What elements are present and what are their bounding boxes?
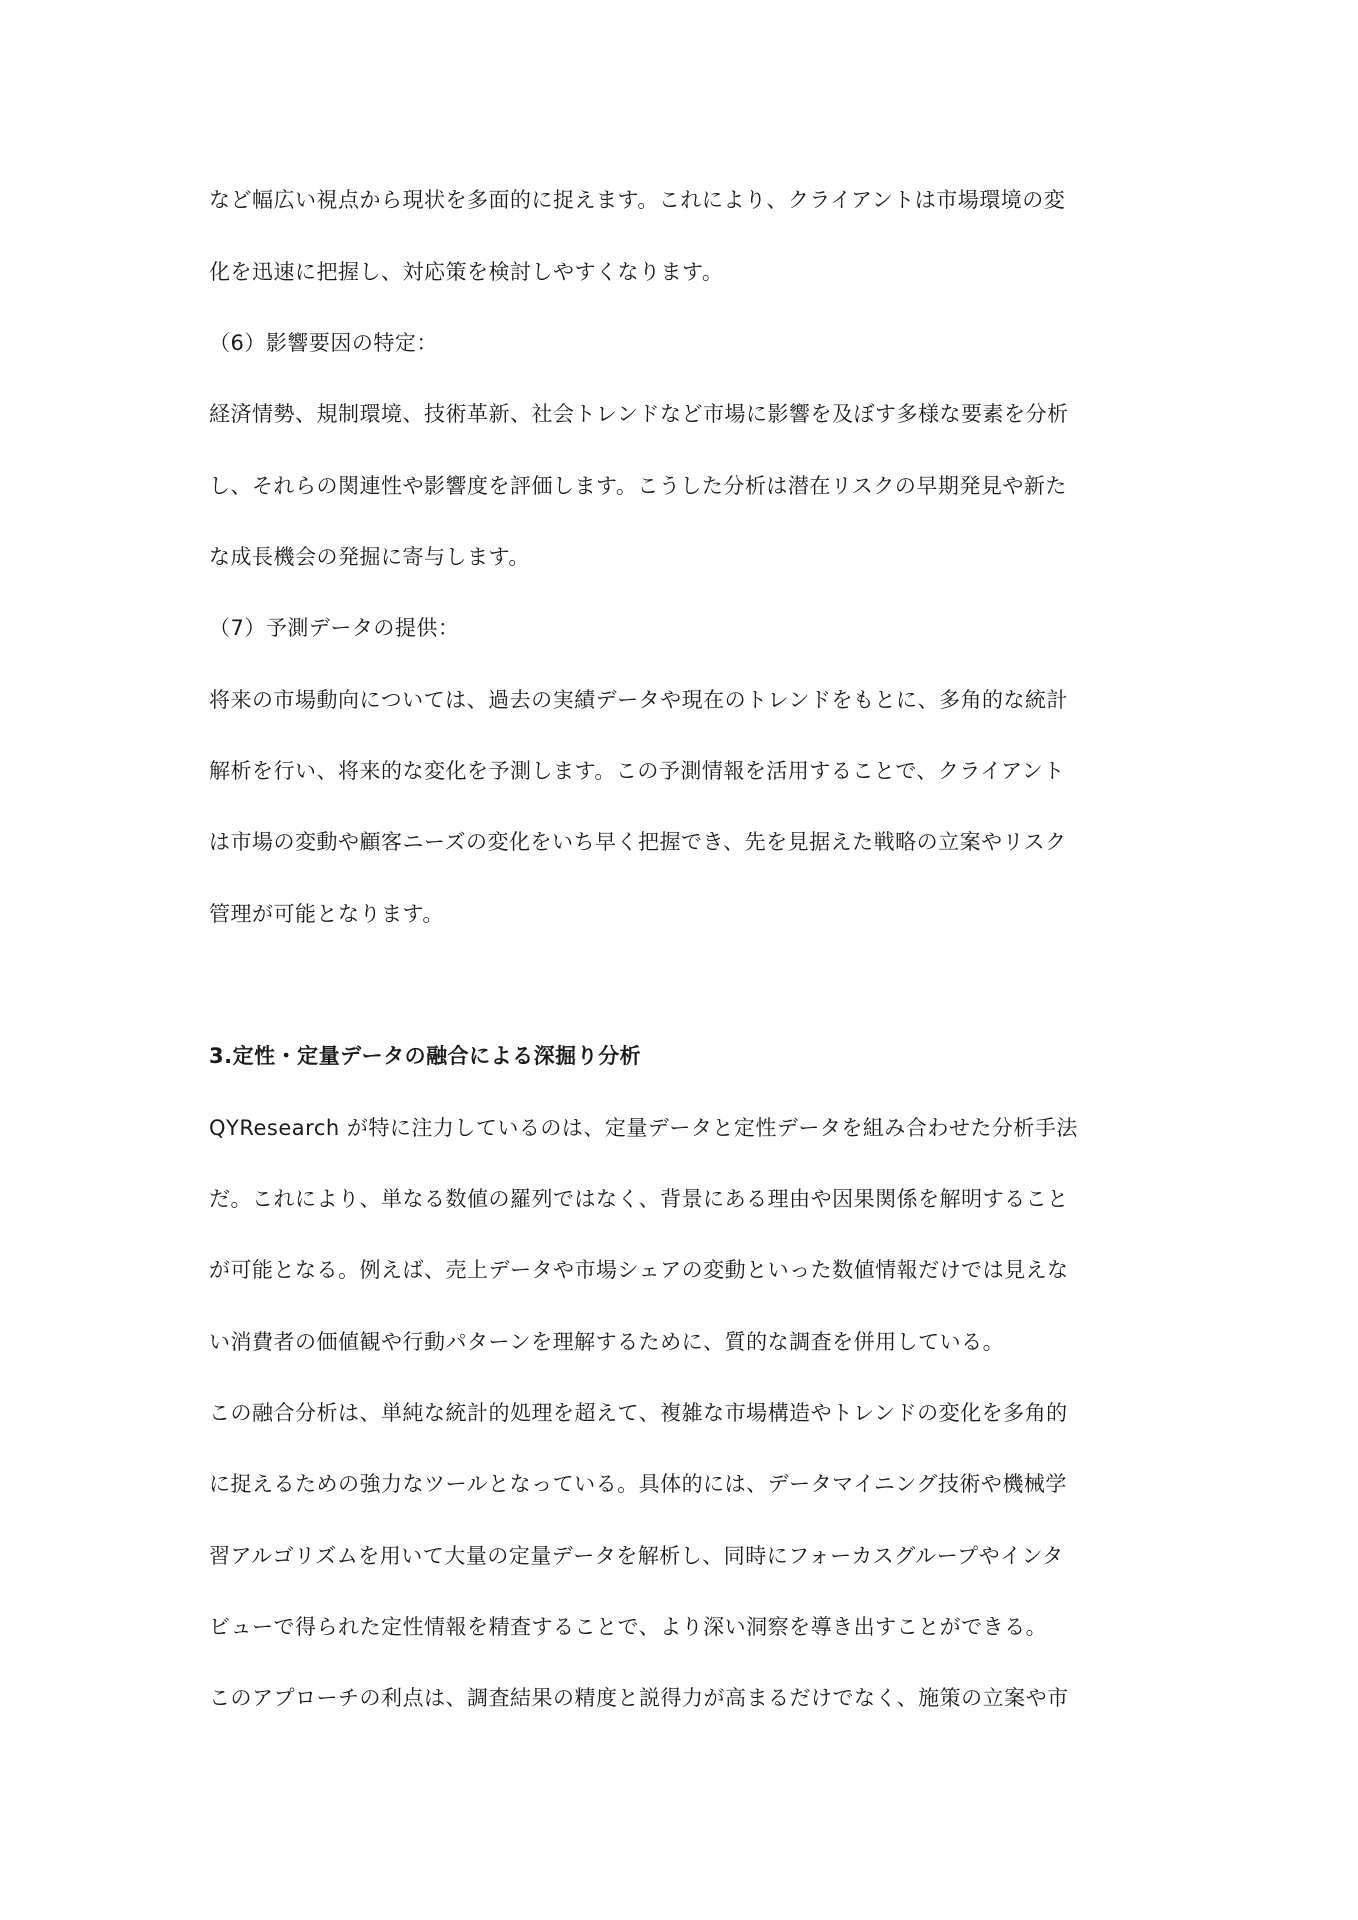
paragraph-line: このアプローチの利点は、調査結果の精度と説得力が高まるだけでなく、施策の立案や市 [209,1686,1069,1710]
paragraph-line: 化を迅速に把握し、対応策を検討しやすくなります。 [209,260,724,284]
paragraph-line: 管理が可能となります。 [209,902,444,926]
paragraph-line: など幅広い視点から現状を多面的に捉えます。これにより、クライアントは市場環境の変 [209,188,1066,212]
paragraph-line: 解析を行い、将来的な変化を予測します。この予測情報を活用することで、クライアント [209,759,1065,783]
paragraph-line: に捉えるための強力なツールとなっている。具体的には、データマイニング技術や機械学 [209,1472,1067,1496]
paragraph-line: この融合分析は、単純な統計的処理を超えて、複雑な市場構造やトレンドの変化を多角的 [209,1401,1068,1425]
paragraph-line: 将来の市場動向については、過去の実績データや現在のトレンドをもとに、多角的な統計 [209,688,1069,712]
section-label: （6）影響要因の特定： [209,331,438,355]
paragraph-line: が可能となる。例えば、売上データや市場シェアの変動といった数値情報だけでは見えな [209,1258,1069,1282]
paragraph-line: し、それらの関連性や影響度を評価します。こうした分析は潜在リスクの早期発見や新た [209,474,1067,498]
paragraph-line: な成長機会の発掘に寄与します。 [209,545,530,569]
paragraph-line: 習アルゴリズムを用いて大量の定量データを解析し、同時にフォーカスグループやインタ [209,1544,1064,1568]
paragraph-line: 経済情勢、規制環境、技術革新、社会トレンドなど市場に影響を及ぼす多様な要素を分析 [209,402,1069,426]
paragraph-line: だ。これにより、単なる数値の羅列ではなく、背景にある理由や因果関係を解明すること [209,1187,1069,1211]
section-label: （7）予測データの提供： [209,616,460,640]
paragraph-line: ビューで得られた定性情報を精査することで、より深い洞察を導き出すことができる。 [209,1615,1048,1639]
paragraph-line: は市場の変動や顧客ニーズの変化をいち早く把握でき、先を見据えた戦略の立案やリスク [209,830,1067,854]
paragraph-line: い消費者の価値観や行動パターンを理解するために、質的な調査を併用している。 [209,1330,1005,1354]
section-heading: 3.定性・定量データの融合による深掘り分析 [209,1044,642,1068]
paragraph-line: QYResearch が特に注力しているのは、定量データと定性データを組み合わせた分析手法 [209,1116,1078,1140]
